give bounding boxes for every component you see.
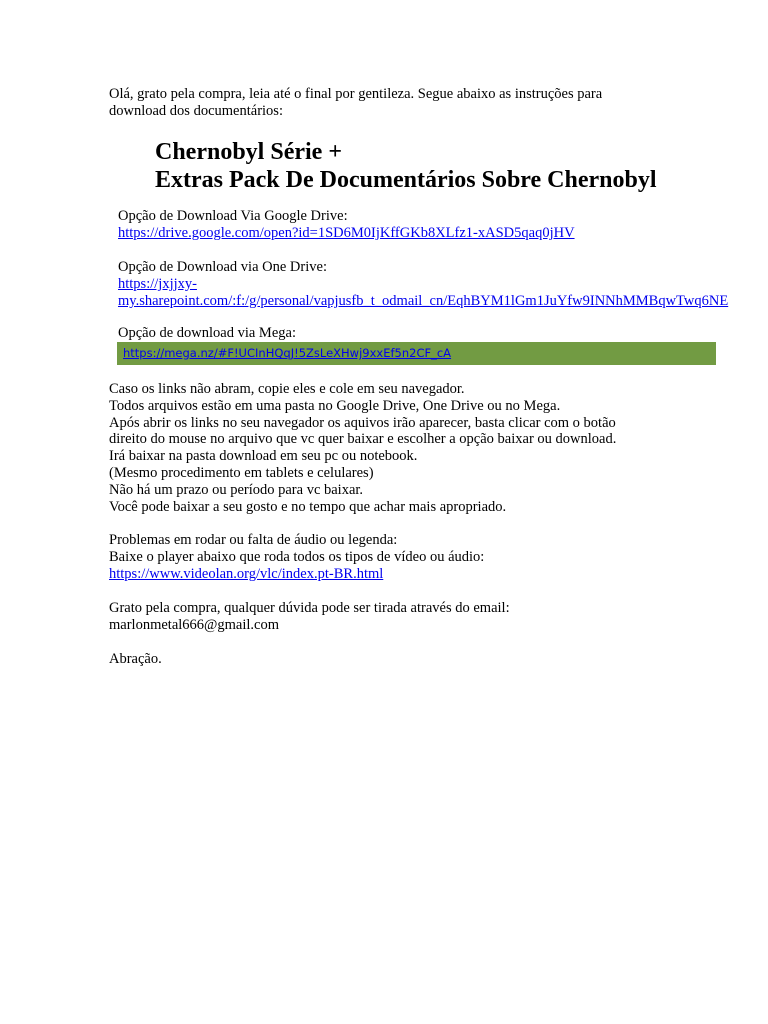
- instruction-line: Você pode baixar a seu gosto e no tempo que achar mais apropriado.: [109, 498, 507, 515]
- google-drive-link[interactable]: https://drive.google.com/open?id=1SD6M0IjKffGKb8XLfz1-xASD5qaq0jHV: [118, 225, 575, 241]
- closing-text: Abração.: [109, 651, 162, 667]
- instruction-line: Caso os links não abram, copie eles e cole em seu navegador.: [109, 381, 465, 397]
- mega-label: Opção de download via Mega:: [118, 325, 296, 341]
- instruction-line: (Mesmo procedimento em tablets e celulares): [109, 464, 374, 481]
- one-drive-link-line-1[interactable]: https://jxjjxy-: [118, 276, 197, 292]
- google-drive-label: Opção de Download Via Google Drive:: [118, 208, 348, 224]
- document-title-line-2: Extras Pack De Documentários Sobre Chernobyl: [155, 167, 657, 193]
- intro-line-1: Olá, grato pela compra, leia até o final por gentileza. Segue abaixo as instruções para: [109, 86, 603, 102]
- contact-line: Grato pela compra, qualquer dúvida pode ser tirada através do email:: [109, 600, 510, 616]
- instruction-line: Não há um prazo ou período para vc baixar.: [109, 481, 364, 498]
- document-title-line-1: Chernobyl Série +: [155, 139, 342, 165]
- mega-link[interactable]: https://mega.nz/#F!UCInHQqJ!5ZsLeXHwj9xxEf5n2CF_cA: [123, 346, 452, 360]
- vlc-link[interactable]: https://www.videolan.org/vlc/index.pt-BR.html: [109, 566, 384, 582]
- player-download-line: Baixe o player abaixo que roda todos os tipos de vídeo ou áudio:: [109, 549, 485, 565]
- instruction-line: Irá baixar na pasta download em seu pc ou notebook.: [109, 448, 418, 465]
- intro-line-2: download dos documentários:: [109, 103, 283, 119]
- instruction-line: Após abrir os links no seu navegador os aquivos irão aparecer, basta clicar com o botão: [109, 414, 616, 431]
- contact-email: marlonmetal666@gmail.com: [109, 617, 279, 633]
- instructions-block: [109, 381, 616, 515]
- player-problem-line: Problemas em rodar ou falta de áudio ou legenda:: [109, 532, 398, 548]
- one-drive-label: Opção de Download via One Drive:: [118, 259, 327, 275]
- instruction-line: Todos arquivos estão em uma pasta no Google Drive, One Drive ou no Mega.: [109, 397, 561, 414]
- one-drive-link-line-2[interactable]: my.sharepoint.com/:f:/g/personal/vapjusfb_t_odmail_cn/EqhBYM1lGm1JuYfw9INNhMMBqwTwq6NE: [118, 293, 729, 309]
- instruction-line: direito do mouse no arquivo que vc quer baixar e escolher a opção baixar ou download.: [109, 431, 617, 448]
